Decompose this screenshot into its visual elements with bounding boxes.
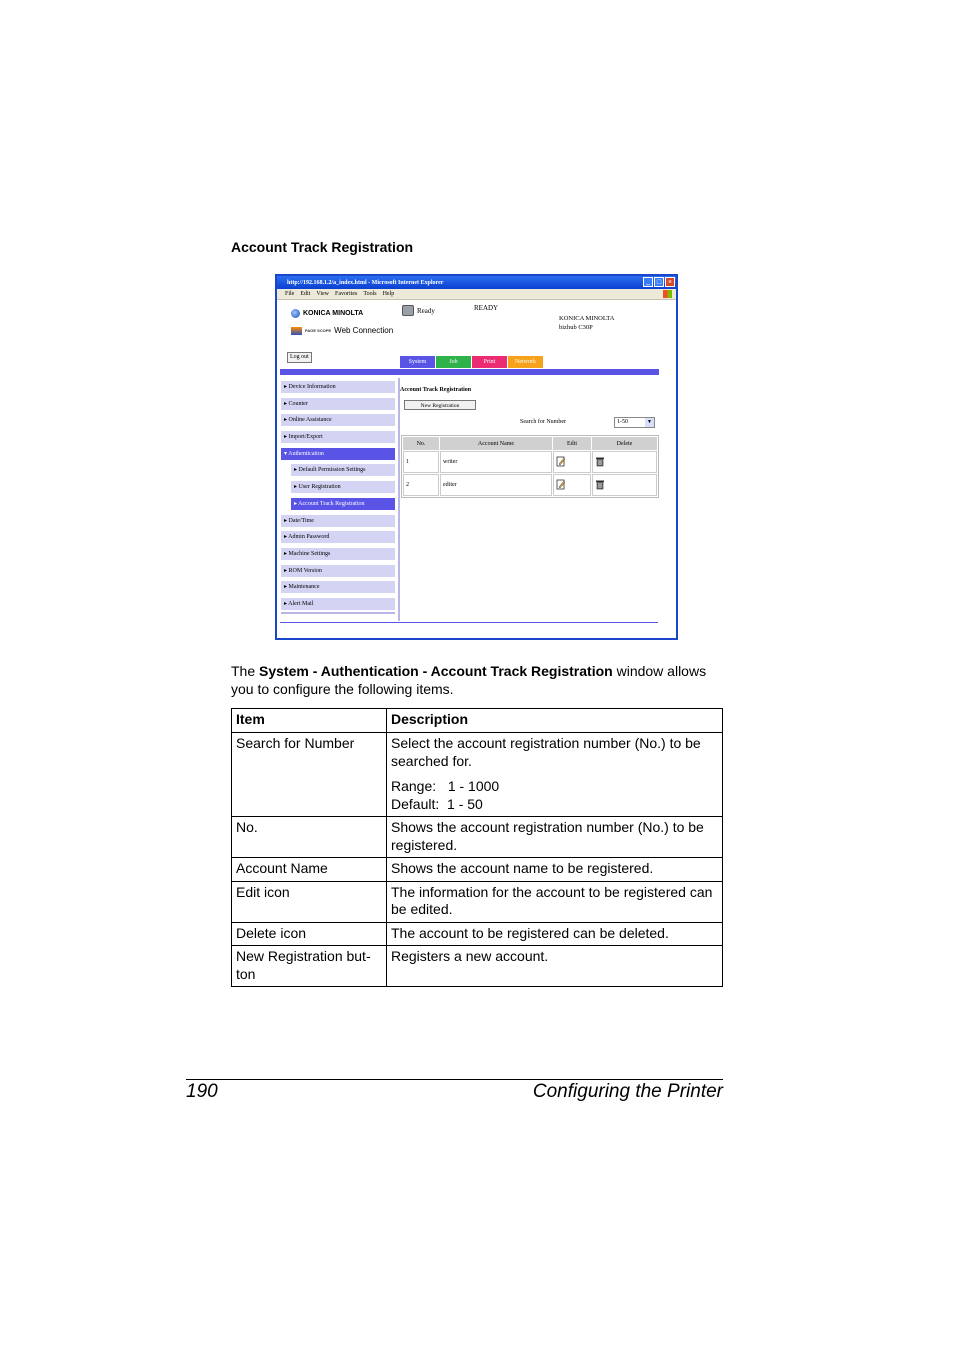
row-number: 1 [403, 451, 439, 473]
sidebar-item-admin-password[interactable]: ▸ Admin Password [281, 531, 395, 543]
table-row [232, 817, 723, 858]
sidebar-item-maintenance[interactable]: ▸ Maintenance [281, 581, 395, 593]
konica-minolta-logo: KONICA MINOLTA [291, 309, 363, 318]
intro-paragraph [231, 662, 725, 698]
row-account-name: editer [440, 474, 552, 496]
sidebar-item-machine-settings[interactable]: ▸ Machine Settings [281, 548, 395, 560]
content-title: Account Track Registration [400, 387, 472, 393]
search-label: Search for Number [520, 419, 566, 425]
tab-print[interactable]: Print [472, 356, 507, 368]
item-cell: Delete icon [232, 922, 387, 946]
sidebar-item-default-permission-settings[interactable]: ▸ Default Permission Settings [291, 464, 395, 476]
row-account-name: writer [440, 451, 552, 473]
column-header-item: Item [232, 709, 387, 733]
description-cell: The account to be registered can be deleted. [387, 922, 723, 946]
new-registration-button[interactable]: New Registration [404, 400, 476, 410]
description-cell: Registers a new account. [387, 946, 723, 987]
search-number-select[interactable] [614, 417, 655, 428]
logout-button[interactable]: Log out [287, 352, 312, 363]
table-row [232, 858, 723, 882]
description-cell [387, 733, 723, 817]
menu-tools[interactable]: Tools [363, 291, 377, 297]
edit-cell [553, 451, 591, 473]
sidebar-divider [398, 378, 400, 621]
table-row [232, 946, 723, 987]
sidebar-item-alert-mail[interactable]: ▸ Alert Mail [281, 598, 395, 610]
menu-help[interactable]: Help [382, 291, 395, 297]
search-number-value: 1-50 [617, 419, 628, 425]
description-table [231, 708, 723, 987]
column-header-description: Description [387, 709, 723, 733]
tab-system[interactable]: System [400, 356, 435, 368]
edit-icon[interactable] [556, 479, 566, 490]
menu-file[interactable]: File [285, 291, 295, 297]
windows-logo-icon [663, 290, 672, 298]
model-line-2: bizhub C30P [559, 324, 593, 331]
trash-icon[interactable] [595, 456, 605, 467]
column-header-edit: Edit [553, 437, 591, 450]
edit-icon[interactable] [556, 456, 566, 467]
sidebar-bottom-bar [281, 612, 395, 614]
maximize-icon[interactable]: □ [654, 277, 664, 287]
intro-text-post: window allows you to configure the following items. [231, 663, 707, 697]
pagescope-icon [291, 327, 302, 335]
column-header-delete: Delete [592, 437, 657, 450]
delete-cell [592, 474, 657, 496]
product-name: Web Connection [334, 326, 394, 335]
page-number: 190 [186, 1081, 218, 1102]
description-text: Select the account registration number (No.) to be searched for. [391, 735, 701, 769]
close-icon[interactable]: × [665, 277, 675, 287]
sidebar-item-counter[interactable]: ▸ Counter [281, 398, 395, 410]
sidebar-item-rom-version[interactable]: ▸ ROM Version [281, 565, 395, 577]
column-header-account-name: Account Name [440, 437, 552, 450]
item-cell: Edit icon [232, 881, 387, 922]
sidebar-item-online-assistance[interactable]: ▸ Online Assistance [281, 414, 395, 426]
printer-status-icon [402, 305, 414, 316]
table-row [232, 733, 723, 817]
tab-job[interactable]: Job [436, 356, 471, 368]
delete-cell [592, 451, 657, 473]
sidebar-item-authentication[interactable]: ▾ Authentication [281, 448, 395, 460]
trash-icon[interactable] [595, 479, 605, 490]
sidebar-item-import-export[interactable]: ▸ Import/Export [281, 431, 395, 443]
edit-cell [553, 474, 591, 496]
intro-text-bold: System - Authentication - Account Track Registration [259, 663, 613, 679]
header-divider [280, 369, 659, 375]
sidebar-nav [281, 381, 395, 615]
status-text: READY [474, 304, 499, 312]
sidebar-item-account-track-registration[interactable]: ▸ Account Track Registration [291, 498, 395, 510]
range-text: Range: 1 - 1000 [391, 778, 500, 794]
menu-favorites[interactable]: Favorites [334, 291, 358, 297]
default-text: Default: 1 - 50 [391, 795, 483, 812]
model-line-1: KONICA MINOLTA [559, 315, 615, 322]
browser-window-screenshot [275, 274, 678, 640]
content-bottom-line [280, 622, 658, 623]
status-icon-label: Ready [417, 307, 435, 315]
table-row [403, 474, 657, 496]
section-heading: Account Track Registration [231, 239, 414, 255]
menu-view[interactable]: View [316, 291, 329, 297]
sidebar-item-date-time[interactable]: ▸ Date/Time [281, 515, 395, 527]
globe-icon [291, 309, 300, 318]
intro-text-pre: The [231, 663, 260, 679]
description-cell: Shows the account name to be registered. [387, 858, 723, 882]
description-cell: Shows the account registration number (No.) to be registered. [387, 817, 723, 858]
minimize-icon[interactable]: _ [643, 277, 653, 287]
row-number: 2 [403, 474, 439, 496]
web-connection-logo [291, 326, 393, 335]
table-row [403, 451, 657, 473]
table-row [232, 922, 723, 946]
footer-rule [186, 1079, 723, 1080]
main-tabs [400, 356, 543, 368]
window-title: http://192.168.1.2/a_index.html - Microsoft Internet Explorer [287, 279, 444, 286]
sidebar-item-device-information[interactable]: ▸ Device Information [281, 381, 395, 393]
tab-network[interactable]: Network [508, 356, 543, 368]
table-row [232, 881, 723, 922]
chevron-down-icon[interactable]: ▼ [645, 418, 654, 427]
item-cell: New Registration but-ton [232, 946, 387, 987]
pagescope-label: PAGE SCOPE [305, 327, 332, 333]
menu-bar [277, 289, 676, 300]
item-cell: No. [232, 817, 387, 858]
item-cell: Account Name [232, 858, 387, 882]
footer-chapter-title: Configuring the Printer [532, 1081, 723, 1102]
description-cell: The information for the account to be registered can be edited. [387, 881, 723, 922]
sidebar-item-user-registration[interactable]: ▸ User Registration [291, 481, 395, 493]
column-header-no: No. [403, 437, 439, 450]
menu-edit[interactable]: Edit [300, 291, 311, 297]
item-cell: Search for Number [232, 733, 387, 817]
account-table [401, 435, 659, 498]
window-title-bar [277, 276, 676, 289]
